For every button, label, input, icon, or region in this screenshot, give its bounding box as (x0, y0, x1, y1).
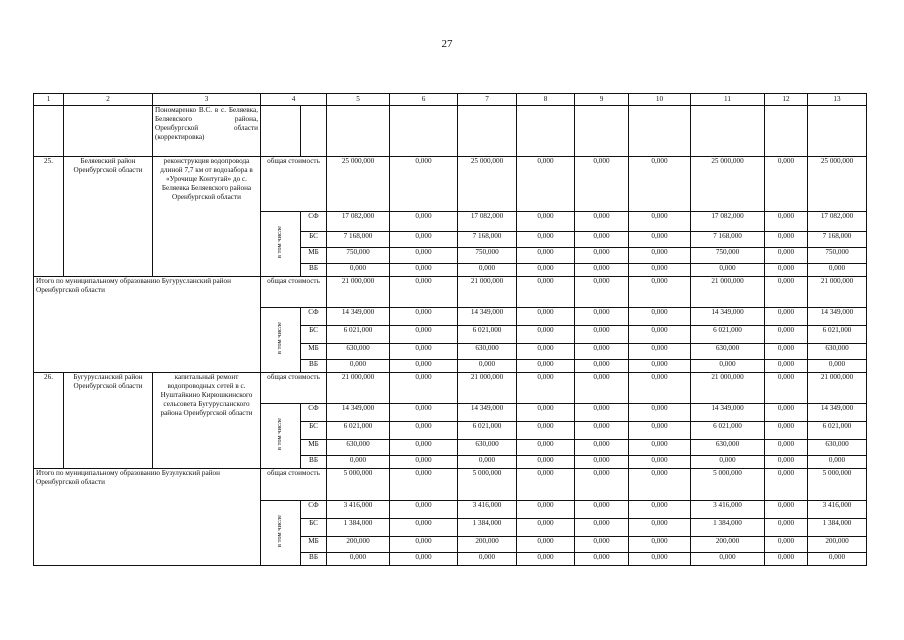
source-code: СФ (301, 212, 327, 232)
header-cell: 11 (691, 94, 765, 106)
header-cell: 1 (34, 94, 64, 106)
object-description: реконструкция водопровода длиной 7,7 км от водозабора в «Урочище Контугай» до с. Беляевка Беляевского района Оренбургской области (153, 157, 261, 277)
value-cell: 0,000 (390, 537, 458, 553)
value-cell: 0,000 (575, 404, 629, 422)
value-cell: 0,000 (575, 212, 629, 232)
value-cell: 0,000 (629, 440, 691, 456)
value-cell: 6 021,000 (458, 422, 517, 440)
value-cell: 0,000 (765, 537, 808, 553)
value-cell: 0,000 (808, 456, 867, 469)
value-cell: 0,000 (327, 553, 390, 566)
in-that-number-text: в том числе (276, 418, 284, 451)
value-cell: 0,000 (390, 344, 458, 360)
value-cell: 0,000 (517, 456, 575, 469)
value-cell: 0,000 (575, 456, 629, 469)
value-cell: 0,000 (390, 232, 458, 248)
value-cell: 0,000 (517, 344, 575, 360)
funding-table (33, 93, 867, 566)
value-cell: 0,000 (575, 344, 629, 360)
value-cell: 0,000 (575, 326, 629, 344)
value-cell: 14 349,000 (327, 308, 390, 326)
value-cell: 17 082,000 (691, 212, 765, 232)
district-name: Беляевский район Оренбургской области (64, 157, 153, 277)
empty-cell (261, 106, 301, 157)
value-cell: 200,000 (327, 537, 390, 553)
value-cell: 0,000 (765, 404, 808, 422)
value-cell: 0,000 (575, 232, 629, 248)
header-cell: 3 (153, 94, 261, 106)
subtotal-label: Итого по муниципальному образованию Бугурусланский район Оренбургской области (34, 277, 261, 373)
value-cell: 630,000 (691, 440, 765, 456)
empty-cell (458, 106, 517, 157)
value-cell: 0,000 (629, 157, 691, 212)
value-cell: 21 000,000 (691, 277, 765, 308)
value-cell: 0,000 (765, 456, 808, 469)
value-cell: 0,000 (517, 157, 575, 212)
subtotal-label: Итого по муниципальному образованию Бузулукский район Оренбургской области (34, 469, 261, 566)
source-code: МБ (301, 248, 327, 264)
value-cell: 0,000 (691, 360, 765, 373)
value-cell: 0,000 (575, 440, 629, 456)
value-cell: 25 000,000 (327, 157, 390, 212)
value-cell: 0,000 (629, 344, 691, 360)
value-cell: 0,000 (517, 264, 575, 277)
value-cell: 750,000 (327, 248, 390, 264)
source-code: БС (301, 326, 327, 344)
value-cell: 0,000 (517, 537, 575, 553)
empty-cell (390, 106, 458, 157)
value-cell: 0,000 (629, 422, 691, 440)
value-cell: 0,000 (327, 264, 390, 277)
header-row (34, 94, 867, 106)
value-cell: 0,000 (629, 553, 691, 566)
object-description: Пономаренко В.С. в с. Беляевка, Беляевского района, Оренбургской области (корректировка) (153, 106, 261, 157)
value-cell: 0,000 (765, 469, 808, 501)
value-cell: 0,000 (517, 404, 575, 422)
value-cell: 3 416,000 (458, 501, 517, 519)
value-cell: 0,000 (765, 519, 808, 537)
value-cell: 0,000 (575, 248, 629, 264)
in-that-number-text: в том числе (276, 322, 284, 355)
value-cell: 0,000 (575, 519, 629, 537)
total-cost-label: общая стоимость (261, 469, 327, 501)
value-cell: 6 021,000 (808, 422, 867, 440)
value-cell: 0,000 (390, 326, 458, 344)
source-code: БС (301, 422, 327, 440)
value-cell: 0,000 (629, 212, 691, 232)
value-cell: 1 384,000 (808, 519, 867, 537)
header-cell: 2 (64, 94, 153, 106)
value-cell: 0,000 (517, 212, 575, 232)
header-cell: 9 (575, 94, 629, 106)
value-cell: 0,000 (458, 553, 517, 566)
value-cell: 0,000 (327, 360, 390, 373)
source-code: БС (301, 519, 327, 537)
value-cell: 21 000,000 (808, 277, 867, 308)
value-cell: 21 000,000 (691, 373, 765, 404)
value-cell: 14 349,000 (458, 308, 517, 326)
value-cell: 0,000 (575, 501, 629, 519)
value-cell: 0,000 (808, 264, 867, 277)
value-cell: 0,000 (390, 373, 458, 404)
in-that-number-label (261, 308, 301, 373)
value-cell: 0,000 (390, 422, 458, 440)
value-cell: 0,000 (629, 537, 691, 553)
value-cell: 0,000 (629, 232, 691, 248)
value-cell: 0,000 (765, 157, 808, 212)
value-cell: 200,000 (691, 537, 765, 553)
value-cell: 0,000 (629, 373, 691, 404)
value-cell: 7 168,000 (808, 232, 867, 248)
value-cell: 630,000 (691, 344, 765, 360)
value-cell: 750,000 (808, 248, 867, 264)
value-cell: 0,000 (390, 264, 458, 277)
value-cell: 0,000 (629, 248, 691, 264)
value-cell: 0,000 (517, 553, 575, 566)
value-cell: 0,000 (517, 422, 575, 440)
value-cell: 0,000 (390, 501, 458, 519)
value-cell: 0,000 (629, 519, 691, 537)
value-cell: 0,000 (575, 157, 629, 212)
value-cell: 630,000 (327, 440, 390, 456)
source-code: СФ (301, 404, 327, 422)
value-cell: 21 000,000 (327, 373, 390, 404)
value-cell: 14 349,000 (691, 308, 765, 326)
value-cell: 0,000 (390, 248, 458, 264)
value-cell: 6 021,000 (327, 326, 390, 344)
value-cell: 0,000 (517, 519, 575, 537)
source-code: МБ (301, 440, 327, 456)
value-cell: 5 000,000 (458, 469, 517, 501)
value-cell: 0,000 (575, 360, 629, 373)
value-cell: 1 384,000 (327, 519, 390, 537)
value-cell: 7 168,000 (691, 232, 765, 248)
header-cell: 4 (261, 94, 327, 106)
value-cell: 6 021,000 (458, 326, 517, 344)
value-cell: 0,000 (575, 553, 629, 566)
value-cell: 750,000 (691, 248, 765, 264)
source-code: ВБ (301, 456, 327, 469)
project-row (34, 157, 867, 212)
value-cell: 5 000,000 (691, 469, 765, 501)
value-cell: 0,000 (517, 326, 575, 344)
empty-cell (575, 106, 629, 157)
value-cell: 3 416,000 (808, 501, 867, 519)
value-cell: 6 021,000 (327, 422, 390, 440)
value-cell: 0,000 (517, 277, 575, 308)
value-cell: 630,000 (458, 440, 517, 456)
value-cell: 0,000 (517, 232, 575, 248)
value-cell: 0,000 (575, 373, 629, 404)
value-cell: 0,000 (458, 264, 517, 277)
value-cell: 14 349,000 (691, 404, 765, 422)
value-cell: 0,000 (629, 264, 691, 277)
value-cell: 14 349,000 (458, 404, 517, 422)
empty-cell (808, 106, 867, 157)
value-cell: 0,000 (458, 456, 517, 469)
in-that-number-label (261, 501, 301, 566)
value-cell: 0,000 (390, 157, 458, 212)
value-cell: 25 000,000 (458, 157, 517, 212)
value-cell: 0,000 (765, 344, 808, 360)
value-cell: 0,000 (629, 360, 691, 373)
value-cell: 0,000 (765, 212, 808, 232)
source-code: СФ (301, 308, 327, 326)
value-cell: 17 082,000 (458, 212, 517, 232)
value-cell: 6 021,000 (691, 422, 765, 440)
value-cell: 0,000 (517, 501, 575, 519)
value-cell: 0,000 (390, 360, 458, 373)
source-code: ВБ (301, 264, 327, 277)
value-cell: 0,000 (629, 456, 691, 469)
source-code: БС (301, 232, 327, 248)
value-cell: 200,000 (808, 537, 867, 553)
value-cell: 630,000 (808, 440, 867, 456)
value-cell: 0,000 (390, 404, 458, 422)
value-cell: 0,000 (575, 469, 629, 501)
source-code: ВБ (301, 360, 327, 373)
empty-cell (691, 106, 765, 157)
value-cell: 0,000 (390, 212, 458, 232)
value-cell: 0,000 (390, 469, 458, 501)
value-cell: 17 082,000 (808, 212, 867, 232)
value-cell: 0,000 (765, 440, 808, 456)
value-cell: 5 000,000 (808, 469, 867, 501)
value-cell: 0,000 (517, 440, 575, 456)
value-cell: 0,000 (691, 264, 765, 277)
value-cell: 25 000,000 (808, 157, 867, 212)
value-cell: 7 168,000 (327, 232, 390, 248)
value-cell: 0,000 (629, 404, 691, 422)
empty-cell (301, 106, 327, 157)
value-cell: 0,000 (765, 277, 808, 308)
page-number: 27 (441, 38, 453, 50)
value-cell: 630,000 (458, 344, 517, 360)
empty-cell (64, 106, 153, 157)
value-cell: 0,000 (765, 553, 808, 566)
value-cell: 0,000 (390, 277, 458, 308)
total-cost-label: общая стоимость (261, 373, 327, 404)
continuation-row (34, 106, 867, 157)
value-cell: 0,000 (575, 422, 629, 440)
empty-cell (517, 106, 575, 157)
project-row (34, 373, 867, 404)
value-cell: 0,000 (765, 326, 808, 344)
header-cell: 12 (765, 94, 808, 106)
value-cell: 0,000 (390, 553, 458, 566)
value-cell: 630,000 (327, 344, 390, 360)
empty-cell (765, 106, 808, 157)
row-number: 25. (34, 157, 64, 277)
value-cell: 14 349,000 (808, 308, 867, 326)
value-cell: 14 349,000 (808, 404, 867, 422)
value-cell: 3 416,000 (691, 501, 765, 519)
value-cell: 0,000 (575, 537, 629, 553)
value-cell: 0,000 (629, 277, 691, 308)
value-cell: 3 416,000 (327, 501, 390, 519)
value-cell: 630,000 (808, 344, 867, 360)
value-cell: 14 349,000 (327, 404, 390, 422)
header-cell: 8 (517, 94, 575, 106)
in-that-number-text: в том числе (276, 515, 284, 548)
header-cell: 6 (390, 94, 458, 106)
district-name: Бугурусланский район Оренбургской области (64, 373, 153, 469)
empty-cell (34, 106, 64, 157)
value-cell: 21 000,000 (458, 373, 517, 404)
header-cell: 13 (808, 94, 867, 106)
value-cell: 0,000 (765, 264, 808, 277)
value-cell: 0,000 (808, 553, 867, 566)
source-code: СФ (301, 501, 327, 519)
value-cell: 0,000 (575, 264, 629, 277)
value-cell: 1 384,000 (458, 519, 517, 537)
subtotal-row (34, 277, 867, 308)
in-that-number-label (261, 212, 301, 277)
value-cell: 0,000 (517, 373, 575, 404)
value-cell: 0,000 (629, 308, 691, 326)
source-code: МБ (301, 344, 327, 360)
value-cell: 21 000,000 (458, 277, 517, 308)
value-cell: 0,000 (765, 248, 808, 264)
value-cell: 0,000 (808, 360, 867, 373)
value-cell: 0,000 (575, 277, 629, 308)
object-description: капитальный ремонт водопроводных сетей в с. Нуштайкино Кирюшкинского сельсовета Бугурусланского района Оренбургской области (153, 373, 261, 469)
in-that-number-label (261, 404, 301, 469)
value-cell: 0,000 (458, 360, 517, 373)
source-code: ВБ (301, 553, 327, 566)
value-cell: 1 384,000 (691, 519, 765, 537)
header-cell: 5 (327, 94, 390, 106)
value-cell: 0,000 (765, 360, 808, 373)
row-number: 26. (34, 373, 64, 469)
value-cell: 0,000 (629, 501, 691, 519)
value-cell: 0,000 (517, 248, 575, 264)
source-code: МБ (301, 537, 327, 553)
value-cell: 0,000 (517, 469, 575, 501)
value-cell: 0,000 (765, 373, 808, 404)
value-cell: 200,000 (458, 537, 517, 553)
empty-cell (327, 106, 390, 157)
value-cell: 0,000 (517, 360, 575, 373)
value-cell: 21 000,000 (808, 373, 867, 404)
value-cell: 0,000 (629, 469, 691, 501)
empty-cell (629, 106, 691, 157)
value-cell: 0,000 (765, 422, 808, 440)
value-cell: 6 021,000 (808, 326, 867, 344)
subtotal-row (34, 469, 867, 501)
total-cost-label: общая стоимость (261, 157, 327, 212)
value-cell: 750,000 (458, 248, 517, 264)
total-cost-label: общая стоимость (261, 277, 327, 308)
value-cell: 0,000 (517, 308, 575, 326)
value-cell: 0,000 (629, 326, 691, 344)
value-cell: 0,000 (691, 553, 765, 566)
value-cell: 25 000,000 (691, 157, 765, 212)
value-cell: 5 000,000 (327, 469, 390, 501)
value-cell: 0,000 (390, 308, 458, 326)
value-cell: 0,000 (575, 308, 629, 326)
in-that-number-text: в том числе (276, 226, 284, 259)
value-cell: 0,000 (765, 308, 808, 326)
value-cell: 0,000 (765, 232, 808, 248)
value-cell: 17 082,000 (327, 212, 390, 232)
value-cell: 7 168,000 (458, 232, 517, 248)
value-cell: 0,000 (327, 456, 390, 469)
header-cell: 10 (629, 94, 691, 106)
value-cell: 0,000 (390, 440, 458, 456)
value-cell: 6 021,000 (691, 326, 765, 344)
value-cell: 0,000 (390, 519, 458, 537)
value-cell: 0,000 (691, 456, 765, 469)
header-cell: 7 (458, 94, 517, 106)
value-cell: 0,000 (765, 501, 808, 519)
value-cell: 0,000 (390, 456, 458, 469)
value-cell: 21 000,000 (327, 277, 390, 308)
